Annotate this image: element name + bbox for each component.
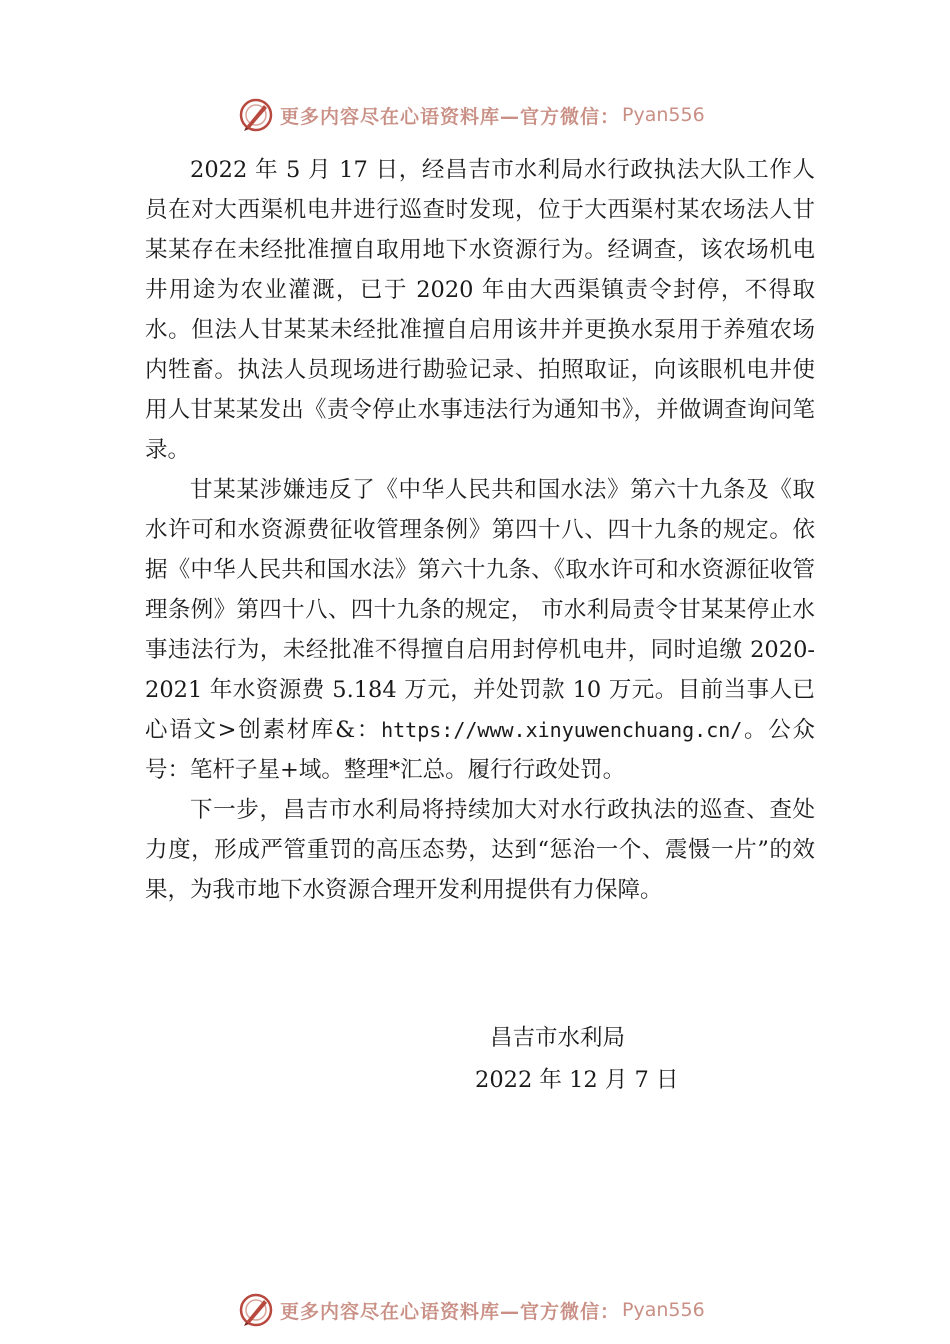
- paragraph-1: 2022 年 5 月 17 日，经昌吉市水利局水行政执法大队工作人员在对大西渠机电井进行巡查时发现，位于大西渠村某农场法人甘某某存在未经批准擅自取用地下水资源行为。经调查，该农场机电井用途为农业灌溉，已于 2020 年由大西渠镇责令封停，不得取水。但法人甘某某未经批准擅自启用该井并更换水泵用于养殖农场内牲畜。执法人员现场进行勘验记录、拍照取证，向该眼机电井使用人甘某某发出《责令停止水事违法行为通知书》，并做调查询问笔录。: [145, 157, 815, 463]
- paragraph-2: [145, 470, 815, 790]
- article-body: [145, 150, 815, 910]
- pen-logo-icon: [238, 97, 274, 133]
- watermark-footer: [238, 1290, 705, 1330]
- watermark-handle: Pyan556: [622, 104, 705, 126]
- signature-date: 2022 年 12 月 7 日: [475, 1067, 679, 1093]
- paragraph-2-text: 甘某某涉嫌违反了《中华人民共和国水法》第六十九条及《取水许可和水资源费征收管理条例》第四十八、四十九条的规定。依据《中华人民共和国水法》第六十九条、《取水许可和水资源征收管理条例》第四十八、四十九条的规定， 市水利局责令甘某某停止水事违法行为，未经批准不得擅自启用封停机电井，同时追缴 2020-2021 年水资源费 5.184 万元，并处罚款 10 万元。目前当事人已心语文>创素材库&：: [145, 477, 815, 743]
- signature-organization: 昌吉市水利局: [490, 1025, 626, 1051]
- watermark-text: 更多内容尽在心语资料库—官方微信：: [280, 1300, 621, 1323]
- watermark-header: [238, 95, 705, 135]
- watermark-text: 更多内容尽在心语资料库—官方微信：: [280, 105, 621, 128]
- source-url: https://www.xinyuwenchuang.cn/: [381, 718, 743, 742]
- pen-logo-icon: [238, 1292, 274, 1328]
- paragraph-2-tail: 。公众号：笔杆子星+域。整理*汇总。履行行政处罚。: [145, 717, 815, 783]
- paragraph-3: 下一步，昌吉市水利局将持续加大对水行政执法的巡查、查处力度，形成严管重罚的高压态势，达到“惩治一个、震慑一片”的效果，为我市地下水资源合理开发利用提供有力保障。: [145, 797, 815, 903]
- watermark-handle: Pyan556: [622, 1299, 705, 1321]
